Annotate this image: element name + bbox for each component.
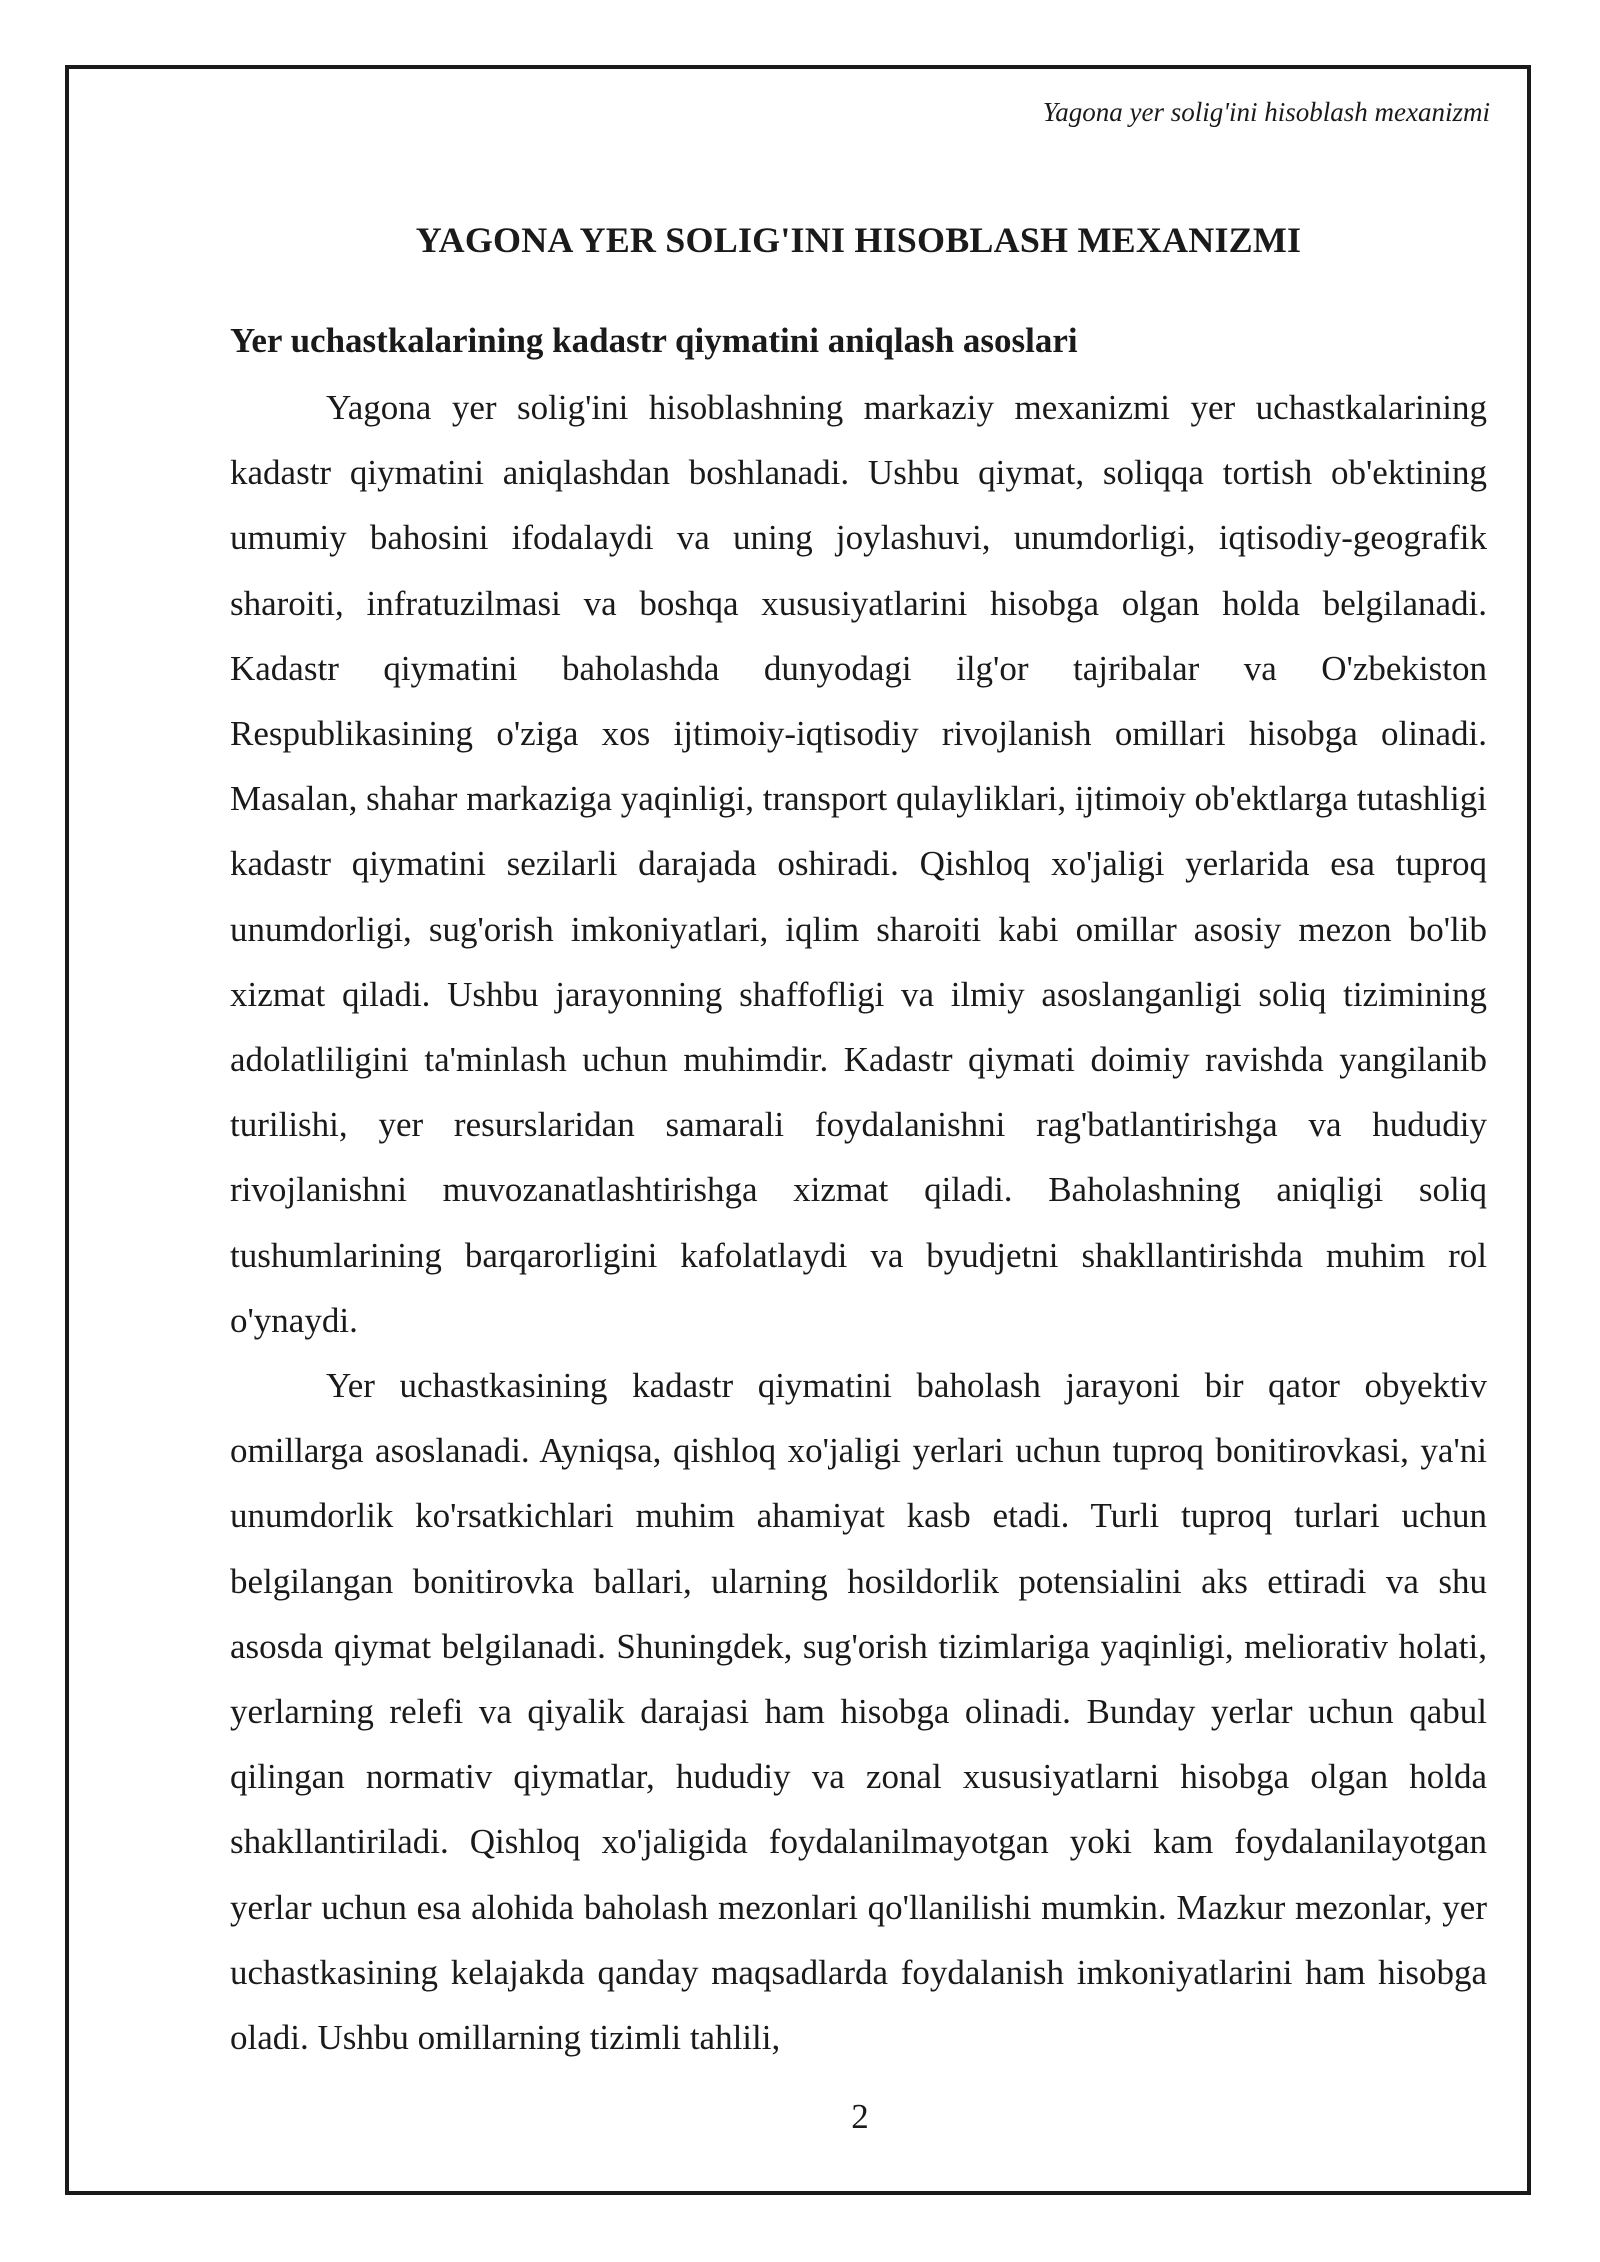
- document-title: YAGONA YER SOLIG'INI HISOBLASH MEXANIZMI: [415, 220, 1302, 260]
- body-paragraph: Yagona yer solig'ini hisoblashning markaziy mexanizmi yer uchastkalarining kadastr qiymatini aniqlashdan boshlanadi. Ushbu qiymat, soliqqa tortish ob'ektining umumiy bahosini ifodalaydi va uning joylashuvi, unumdorligi, iqtisodiy-geografik sharoiti, infratuzilmasi va boshqa xususiyatlarini hisobga olgan holda belgilanadi. Kadastr qiymatini baholashda dunyodagi ilg'or tajribalar va O'zbekiston Respublikasining o'ziga xos ijtimoiy-iqtisodiy rivojlanish omillari hisobga olinadi. Masalan, shahar markaziga yaqinligi, transport qulayliklari, ijtimoiy ob'ektlarga tutashligi kadastr qiymatini sezilarli darajada oshiradi. Qishloq xo'jaligi yerlarida esa tuproq unumdorligi, sug'orish imkoniyatlari, iqlim sharoiti kabi omillar asosiy mezon bo'lib xizmat qiladi. Ushbu jarayonning shaffofligi va ilmiy asoslanganligi soliq tizimining adolatliligini ta'minlash uchun muhimdir. Kadastr qiymati doimiy ravishda yangilanib turilishi, yer resurslaridan samarali foydalanishni rag'batlantirishga va hududiy rivojlanishni muvozanatlashtirishga xizmat qiladi. Baholashning aniqligi soliq tushumlarining barqarorligini kafolatlaydi va byudjetni shakllantirishda muhim rol o'ynaydi.: [230, 388, 1487, 1340]
- page-content: [230, 205, 1487, 2070]
- section-heading: Yer uchastkalarining kadastr qiymatini aniqlash asoslari: [230, 321, 1078, 360]
- page-number: 2: [851, 2097, 869, 2136]
- running-header: Yagona yer solig'ini hisoblash mexanizmi: [1042, 97, 1490, 127]
- body-paragraph: Yer uchastkasining kadastr qiymatini baholash jarayoni bir qator obyektiv omillarga asoslanadi. Ayniqsa, qishloq xo'jaligi yerlari uchun tuproq bonitirovkasi, ya'ni unumdorlik ko'rsatkichlari muhim ahamiyat kasb etadi. Turli tuproq turlari uchun belgilangan bonitirovka ballari, ularning hosildorlik potensialini aks ettiradi va shu asosda qiymat belgilanadi. Shuningdek, sug'orish tizimlariga yaqinligi, meliorativ holati, yerlarning relefi va qiyalik darajasi ham hisobga olinadi. Bunday yerlar uchun qabul qilingan normativ qiymatlar, hududiy va zonal xususiyatlarni hisobga olgan holda shakllantiriladi. Qishloq xo'jaligida foydalanilmayotgan yoki kam foydalanilayotgan yerlar uchun esa alohida baholash mezonlari qo'llanilishi mumkin. Mazkur mezonlar, yer uchastkasining kelajakda qanday maqsadlarda foydalanish imkoniyatlarini ham hisobga oladi. Ushbu omillarning tizimli tahlili,: [230, 1366, 1487, 2058]
